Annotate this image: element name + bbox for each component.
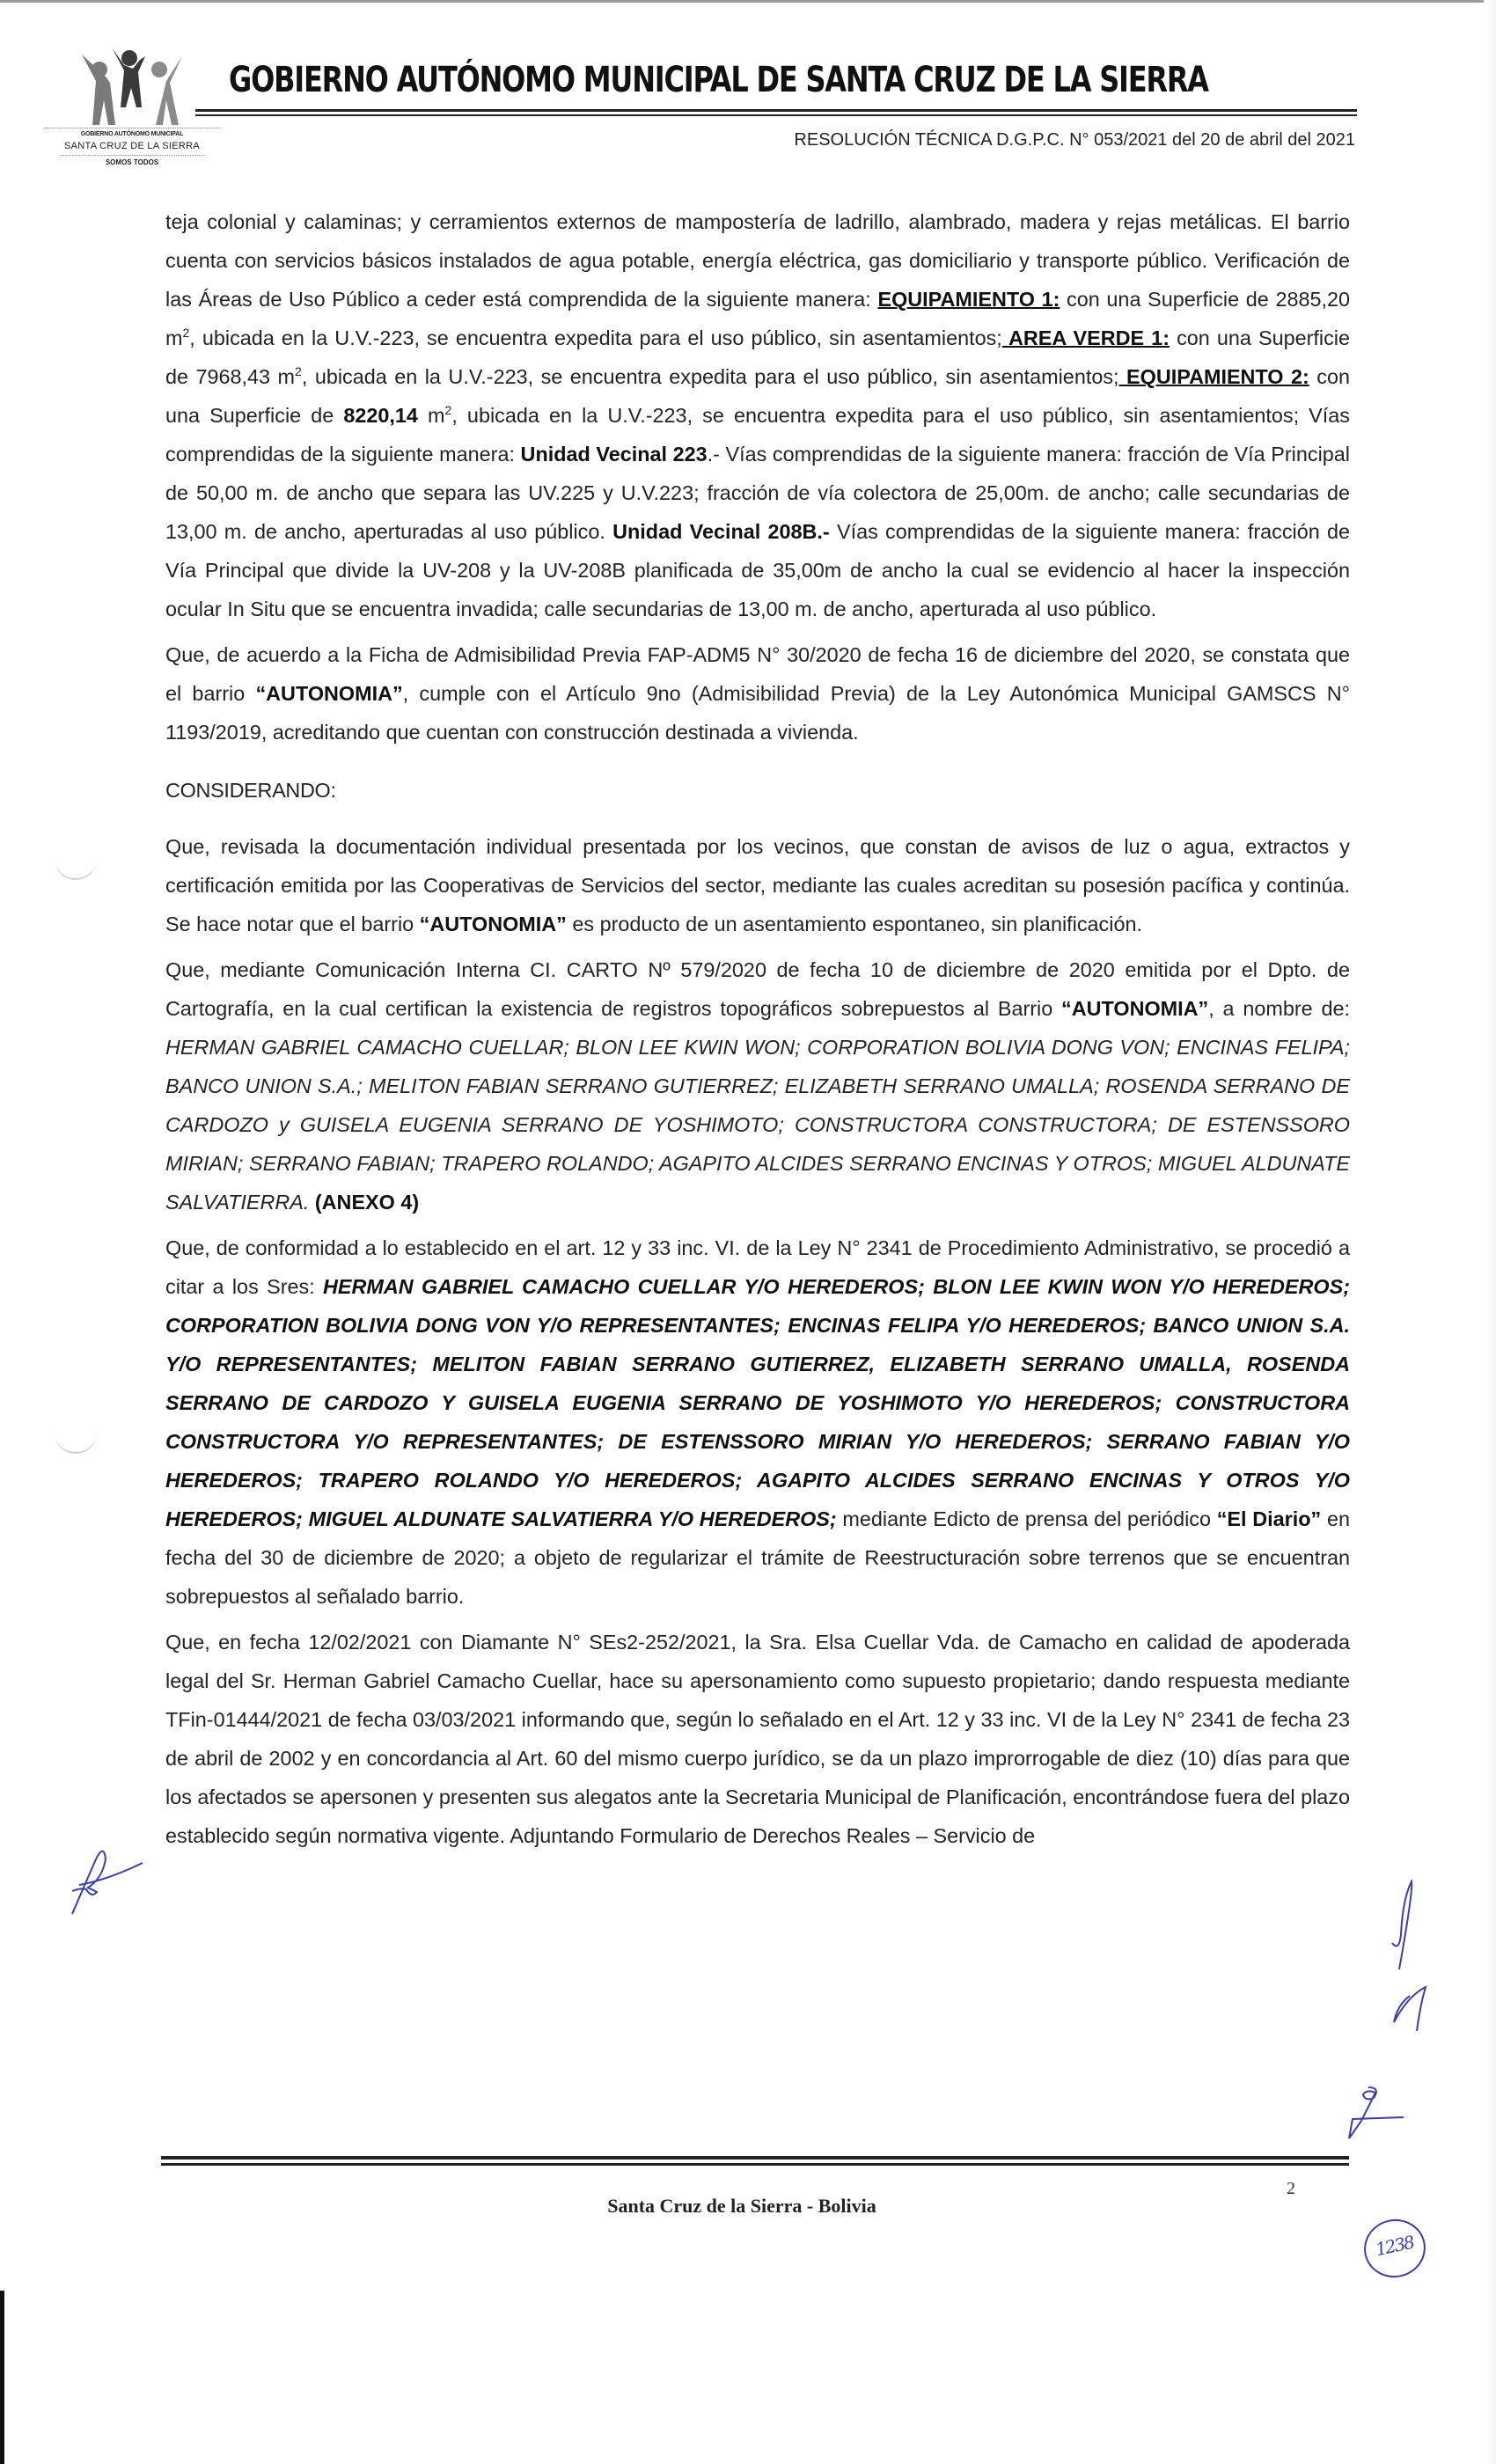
paragraph-apersonamiento: Que, en fecha 12/02/2021 con Diamante N° SEs2-252/2021, la Sra. Elsa Cuellar Vda. de Camacho en calidad de apoderada legal del Sr. Herman Gabriel Camacho Cuellar, hace su apersonamiento como supuesto propietario; dando respuesta mediante TFin-01444/2021 de fecha 03/03/2021 informando que, según lo señalado en el Art. 12 y 33 inc. VI de la Ley N° 2341 de fecha 23 de abril de 2002 y en concordancia al Art. 60 del mismo cuerpo jurídico, se da un plazo improrrogable de diez (10) días para que los afectados se apersonen y presenten sus alegatos ante la Secretaria Municipal de Planificación, encontrándose fuera del plazo establecido según normativa vigente. Adjuntando Formulario de Derechos Reales – Servicio de bbox=[165, 1631, 1350, 1847]
paragraph-areas-vias: teja colonial y calaminas; y cerramientos externos de mampostería de ladrillo, alambrado, madera y rejas metálicas. El barrio cuenta con servicios básicos instalados de agua potable, energía eléctrica, gas domiciliario y transporte público. Verificación de las Áreas de Uso Público a ceder está comprendida de la siguiente manera: EQUIPAMIENTO 1: con una Superficie de 2885,20 $m^2$, ubicada en la U.V.-223, se encuentra expedita para el uso público, sin asentamientos; AREA VERDE 1: con una Superficie de 7968,43 $m^2$, ubicada en la U.V.-223, se encuentra expedita para el uso público, sin asentamientos; EQUIPAMIENTO 2: con una Superficie de 8220,14 $m^2$, ubicada en la U.V.-223, se encuentra expedita para el uso público, sin asentamientos; Vías comprendidas de la siguiente manera: Unidad Vecinal 223.- Vías comprendidas de la siguiente manera: fracción de Vía Principal de 50,00 m. de ancho que separa las UV.225 y U.V.223; fracción de vía colectora de 25,00m. de ancho; calle secundarias de 13,00 m. de ancho, aperturadas al uso público. Unidad Vecinal 208B.- Vías comprendidas de la siguiente manera: fracción de Vía Principal que divide la UV-208 y la UV-208B planificada de 35,00m de ancho la cual se evidencio al hacer la inspección ocular In Situ que se encuentra invadida; calle secundarias de 13,00 m. de ancho, aperturada al uso público. bbox=[165, 210, 1351, 620]
document-header-title: GOBIERNO AUTÓNOMO MUNICIPAL DE SANTA CRUZ DE LA SIERRA bbox=[229, 60, 1208, 100]
barrio-name: “AUTONOMIA” bbox=[255, 682, 403, 705]
footer-rule-secondary bbox=[161, 2163, 1349, 2166]
registered-owners-list: HERMAN GABRIEL CAMACHO CUELLAR; BLON LEE KWIN WON; CORPORATION BOLIVIA DONG VON; ENCINAS FELIPA; BANCO UNION S.A.; MELITON FABIAN SERRANO GUTIERREZ; ELIZABETH SERRANO UMALLA; ROSENDA SERRANO DE CARDOZO y GUISELA EUGENIA SERRANO DE YOSHIMOTO; CONSTRUCTORA CONSTRUCTORA; DE ESTENSSORO MIRIAN; SERRANO FABIAN; TRAPERO ROLANDO; AGAPITO ALCIDES SERRANO ENCINAS Y OTROS; MIGUEL ALDUNATE SALVATIERRA. bbox=[165, 1036, 1350, 1214]
section-heading-considerando: CONSIDERANDO: bbox=[165, 779, 336, 802]
cited-parties-list: HERMAN GABRIEL CAMACHO CUELLAR Y/O HEREDEROS; BLON LEE KWIN WON Y/O HEREDEROS; CORPORATION BOLIVIA DONG VON Y/O REPRESENTANTES; ENCINAS FELIPA Y/O HEREDEROS; BANCO UNION S.A. Y/O REPRESENTANTES; MELITON FABIAN SERRANO GUTIERREZ, ELIZABETH SERRANO UMALLA, ROSENDA SERRANO DE CARDOZO Y GUISELA EUGENIA SERRANO DE YOSHIMOTO Y/O HEREDEROS; CONSTRUCTORA CONSTRUCTORA Y/O REPRESENTANTES; DE ESTENSSORO MIRIAN Y/O HEREDEROS; SERRANO FABIAN Y/O HEREDEROS; TRAPERO ROLANDO Y/O HEREDEROS; AGAPITO ALCIDES SERRANO ENCINAS Y OTROS Y/O HEREDEROS; MIGUEL ALDUNATE SALVATIERRA Y/O HEREDEROS; bbox=[165, 1275, 1351, 1530]
equipamiento-2-label: EQUIPAMIENTO 2: bbox=[1118, 365, 1309, 388]
logo-org-name: GOBIERNO AUTÓNOMO MUNICIPAL bbox=[44, 128, 220, 137]
logo-divider bbox=[60, 155, 205, 156]
logo-slogan: SOMOS TODOS bbox=[105, 158, 159, 166]
right-margin-initial-signature-icon bbox=[1382, 1873, 1443, 2040]
barrio-name: “AUTONOMIA” bbox=[1061, 997, 1209, 1020]
folio-number-stamp: 1238 bbox=[1359, 2213, 1431, 2283]
left-margin-initial-signature-icon bbox=[62, 1844, 150, 1940]
equipamiento-2-area: 8220,14 bbox=[343, 404, 418, 427]
municipal-logo bbox=[44, 46, 220, 169]
scan-right-shade bbox=[1484, 0, 1496, 2464]
people-emblem-icon bbox=[75, 46, 189, 127]
header-rule bbox=[195, 109, 1357, 112]
punch-hole-mark bbox=[55, 852, 97, 880]
equipamiento-1-label: EQUIPAMIENTO 1: bbox=[877, 288, 1060, 311]
resolution-reference: RESOLUCIÓN TÉCNICA D.G.P.C. N° 053/2021 del 20 de abril del 2021 bbox=[794, 130, 1355, 150]
area-verde-1-label: AREA VERDE 1: bbox=[1001, 326, 1170, 349]
scan-left-edge bbox=[0, 2291, 4, 2464]
scan-top-edge bbox=[0, 0, 1496, 3]
document-body bbox=[165, 202, 1350, 1862]
annex-reference: (ANEXO 4) bbox=[309, 1191, 420, 1214]
unidad-vecinal-208b-label: Unidad Vecinal 208B.- bbox=[612, 520, 830, 543]
footer-rule bbox=[161, 2156, 1349, 2160]
header-rule-secondary bbox=[195, 114, 1357, 116]
newspaper-name: “El Diario” bbox=[1216, 1507, 1322, 1530]
paragraph-comunicacion-interna: Que, mediante Comunicación Interna CI. CARTO Nº 579/2020 de fecha 10 de diciembre de 2020 emitida por el Dpto. de Cartografía, en la cual certifican la existencia de registros topográficos sobrepuestos al Barrio “AUTONOMIA”, a nombre de: HERMAN GABRIEL CAMACHO CUELLAR; BLON LEE KWIN WON; CORPORATION BOLIVIA DONG VON; ENCINAS FELIPA; BANCO UNION S.A.; MELITON FABIAN SERRANO GUTIERREZ; ELIZABETH SERRANO UMALLA; ROSENDA SERRANO DE CARDOZO y GUISELA EUGENIA SERRANO DE YOSHIMOTO; CONSTRUCTORA CONSTRUCTORA; DE ESTENSSORO MIRIAN; SERRANO FABIAN; TRAPERO ROLANDO; AGAPITO ALCIDES SERRANO ENCINAS Y OTROS; MIGUEL ALDUNATE SALVATIERRA. (ANEXO 4) bbox=[165, 958, 1350, 1214]
footer-location: Santa Cruz de la Sierra - Bolivia bbox=[607, 2195, 876, 2217]
unidad-vecinal-223-label: Unidad Vecinal 223 bbox=[520, 443, 708, 466]
right-margin-initial-mark-icon bbox=[1342, 2086, 1412, 2147]
page-number: 2 bbox=[1287, 2179, 1295, 2198]
logo-city-name: SANTA CRUZ DE LA SIERRA bbox=[63, 141, 200, 151]
paragraph-documentacion: Que, revisada la documentación individual presentada por los vecinos, que constan de avisos de luz o agua, extractos y certificación emitida por las Cooperativas de Servicios del sector, mediante las cuales acreditan su posesión pacífica y continúa. Se hace notar que el barrio “AUTONOMIA” es producto de un asentamiento espontaneo, sin planificación. bbox=[165, 835, 1350, 935]
punch-hole-mark bbox=[55, 1426, 97, 1454]
paragraph-admisibilidad: Que, de acuerdo a la Ficha de Admisibilidad Previa FAP-ADM5 N° 30/2020 de fecha 16 de diciembre del 2020, se constata que el barrio “AUTONOMIA”, cumple con el Artículo 9no (Admisibilidad Previa) de la Ley Autonómica Municipal GAMSCS N° 1193/2019, acreditando que cuentan con construcción destinada a vivienda. bbox=[165, 643, 1350, 744]
paragraph-citacion: Que, de conformidad a lo establecido en el art. 12 y 33 inc. VI. de la Ley N° 2341 de Procedimiento Administrativo, se procedió a citar a los Sres: HERMAN GABRIEL CAMACHO CUELLAR Y/O HEREDEROS; BLON LEE KWIN WON Y/O HEREDEROS; CORPORATION BOLIVIA DONG VON Y/O REPRESENTANTES; ENCINAS FELIPA Y/O HEREDEROS; BANCO UNION S.A. Y/O REPRESENTANTES; MELITON FABIAN SERRANO GUTIERREZ, ELIZABETH SERRANO UMALLA, ROSENDA SERRANO DE CARDOZO Y GUISELA EUGENIA SERRANO DE YOSHIMOTO Y/O HEREDEROS; CONSTRUCTORA CONSTRUCTORA Y/O REPRESENTANTES; DE ESTENSSORO MIRIAN Y/O HEREDEROS; SERRANO FABIAN Y/O HEREDEROS; TRAPERO ROLANDO Y/O HEREDEROS; AGAPITO ALCIDES SERRANO ENCINAS Y OTROS Y/O HEREDEROS; MIGUEL ALDUNATE SALVATIERRA Y/O HEREDEROS; mediante Edicto de prensa del periódico “El Diario” en fecha del 30 de diciembre de 2020; a objeto de regularizar el trámite de Reestructuración sobre terrenos que se encuentran sobrepuestos al señalado barrio. bbox=[165, 1236, 1351, 1608]
barrio-name: “AUTONOMIA” bbox=[419, 913, 567, 935]
